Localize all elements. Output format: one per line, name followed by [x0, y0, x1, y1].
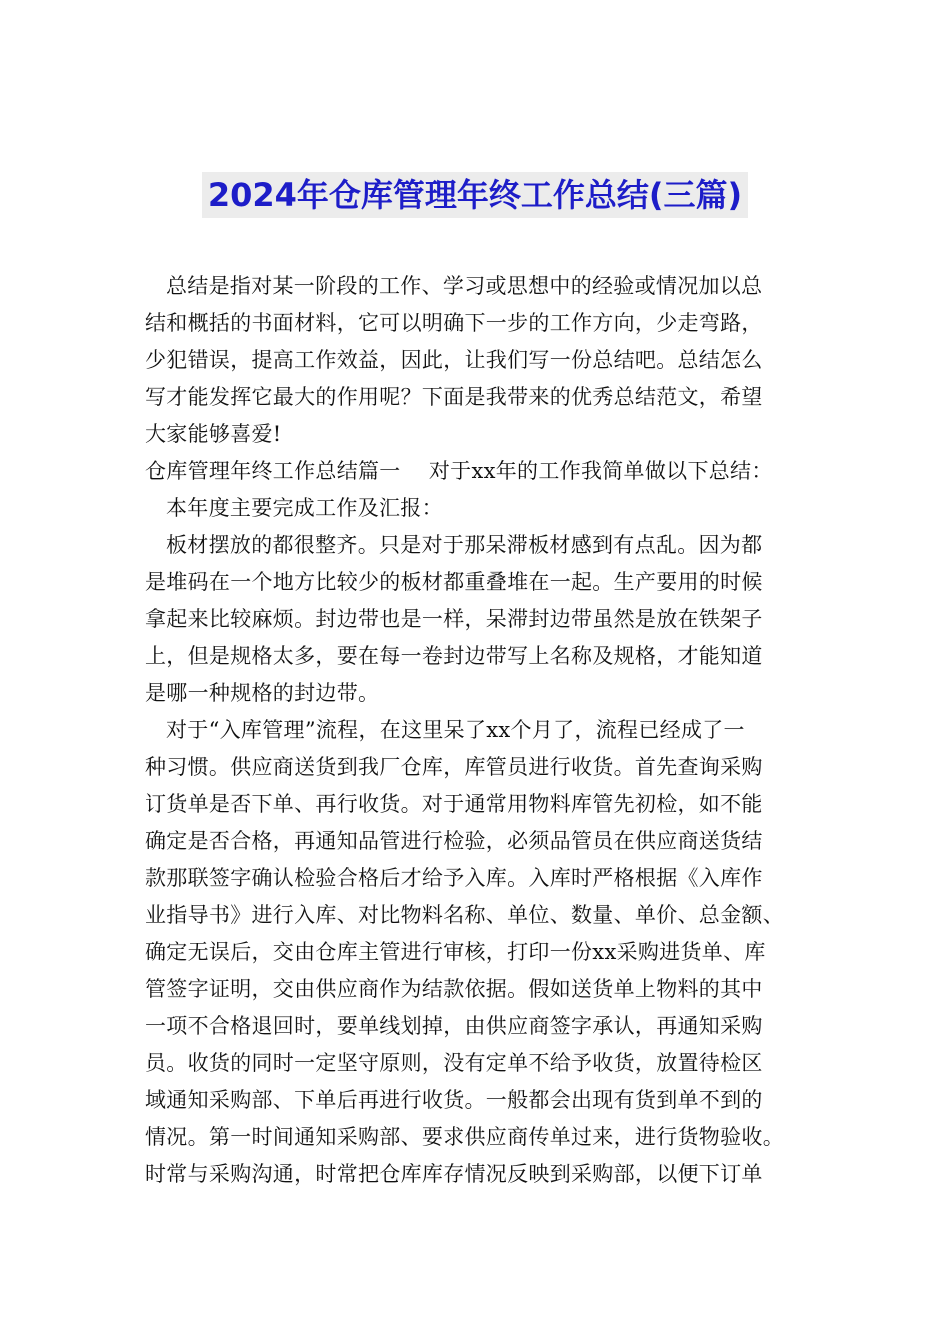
paragraph-line: 是哪一种规格的封边带。: [145, 681, 380, 705]
paragraph-line: 确定是否合格，再通知品管进行检验，必须品管员在供应商送货结: [145, 829, 763, 853]
paragraph-line: 对于“入库管理”流程，在这里呆了xx个月了，流程已经成了一: [166, 718, 745, 742]
paragraph-line: 本年度主要完成工作及汇报：: [166, 496, 443, 520]
paragraph-line: 上，但是规格太多，要在每一卷封边带写上名称及规格，才能知道: [145, 644, 763, 668]
paragraph-line: 时常与采购沟通，时常把仓库库存情况反映到采购部，以便下订单: [145, 1162, 763, 1186]
paragraph-line: 员。收货的同时一定坚守原则，没有定单不给予收货，放置待检区: [145, 1051, 763, 1075]
paragraph-line: 业指导书》进行入库、对比物料名称、单位、数量、单价、总金额、: [145, 903, 784, 927]
paragraph-line: 写才能发挥它最大的作用呢？下面是我带来的优秀总结范文，希望: [145, 385, 763, 409]
paragraph-line: 结和概括的书面材料，它可以明确下一步的工作方向，少走弯路，: [145, 311, 763, 335]
paragraph-line: 确定无误后，交由仓库主管进行审核，打印一份xx采购进货单、库: [145, 940, 766, 964]
document-title: 2024年仓库管理年终工作总结(三篇): [202, 172, 748, 218]
section-heading-line: 仓库管理年终工作总结篇一 对于xx年的工作我简单做以下总结：: [145, 459, 773, 483]
paragraph-line: 大家能够喜爱!: [145, 422, 282, 446]
paragraph-line: 总结是指对某一阶段的工作、学习或思想中的经验或情况加以总: [166, 274, 763, 298]
paragraph-line: 拿起来比较麻烦。封边带也是一样，呆滞封边带虽然是放在铁架子: [145, 607, 763, 631]
paragraph-line: 种习惯。供应商送货到我厂仓库，库管员进行收货。首先查询采购: [145, 755, 763, 779]
paragraph-line: 管签字证明，交由供应商作为结款依据。假如送货单上物料的其中: [145, 977, 763, 1001]
paragraph-line: 款那联签字确认检验合格后才给予入库。入库时严格根据《入库作: [145, 866, 763, 890]
paragraph-line: 订货单是否下单、再行收货。对于通常用物料库管先初检，如不能: [145, 792, 763, 816]
paragraph-line: 少犯错误，提高工作效益，因此，让我们写一份总结吧。总结怎么: [145, 348, 763, 372]
paragraph-line: 板材摆放的都很整齐。只是对于那呆滞板材感到有点乱。因为都: [166, 533, 763, 557]
paragraph-line: 一项不合格退回时，要单线划掉，由供应商签字承认，再通知采购: [145, 1014, 763, 1038]
paragraph-line: 情况。第一时间通知采购部、要求供应商传单过来，进行货物验收。: [145, 1125, 784, 1149]
paragraph-line: 域通知采购部、下单后再进行收货。一般都会出现有货到单不到的: [145, 1088, 763, 1112]
paragraph-line: 是堆码在一个地方比较少的板材都重叠堆在一起。生产要用的时候: [145, 570, 763, 594]
document-body: [145, 268, 805, 1193]
title-area: [0, 172, 950, 218]
